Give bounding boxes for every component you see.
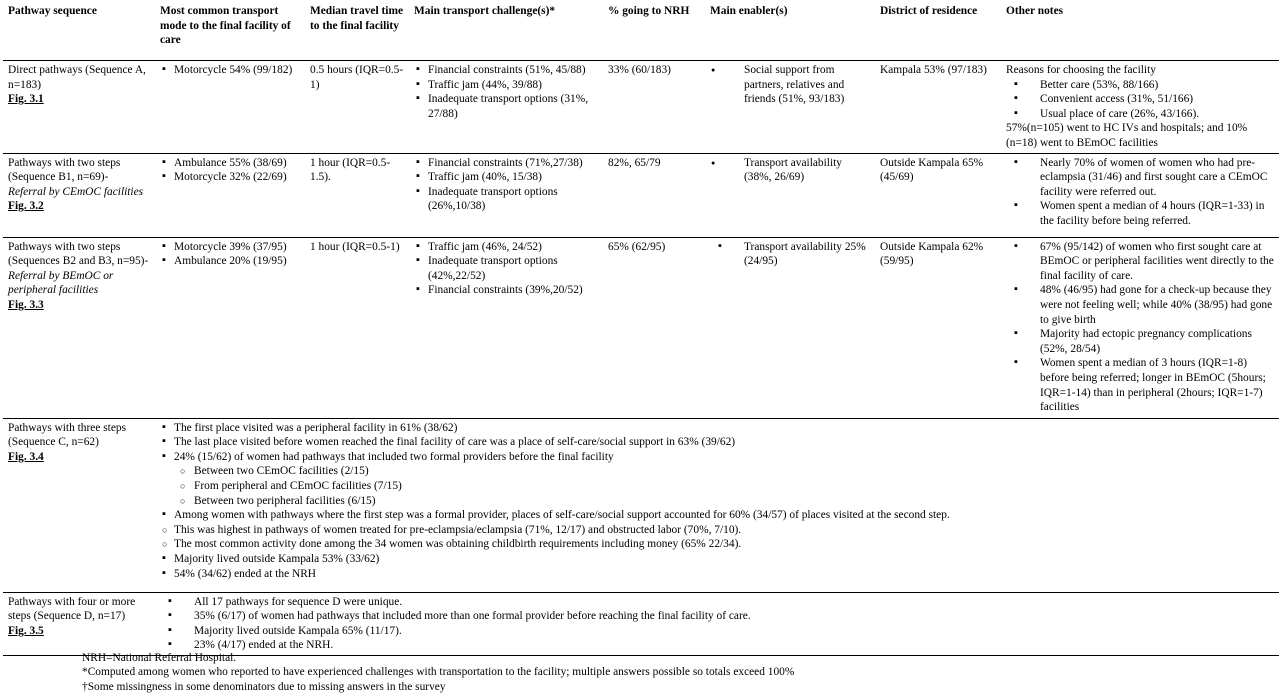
figure-link[interactable]: Fig. 3.2 [8,200,44,213]
sequence-text: Pathways with two steps (Sequence B1, n=69)- [8,156,121,184]
sequence-text: Direct pathways (Sequence A, n=183) [8,64,146,91]
list-item: ▪ Among women with pathways where the first step was a formal provider, places of self-care/social support accounted for 60% (34/57) of places visited at the second step. [160,508,1274,523]
list-item: ▪ Financial constraints (51%, 45/88) [414,63,598,78]
list-item: ▪ 35% (6/17) of women had pathways that included more than one formal provider before reaching the final facility of care. [160,609,1274,624]
notes-intro: Reasons for choosing the facility [1006,64,1156,76]
header-row [3,0,1279,61]
table-row [3,418,1279,592]
list-item: ▪ Motorcycle 54% (99/182) [160,63,300,78]
notes-cell [1001,61,1279,154]
header-cell: Median travel time to the final facility [305,0,409,61]
list-item: ▪ Women spent a median of 4 hours (IQR=1-33) in the facility before being referred. [1006,199,1274,228]
table-row [3,592,1279,655]
header-cell: Pathway sequence [3,0,155,61]
challenge-cell [409,237,603,418]
time-cell: 1 hour (IQR=0.5-1) [305,237,409,418]
list-item: ▪ 48% (46/95) had gone for a check-up because they were not feeling well; while 40% (38/95) had gone to give birth [1006,283,1274,327]
notes-tail: 57%(n=105) went to HC IVs and hospitals; and 10%(n=18) went to BEmOC facilities [1006,122,1248,149]
list-item: ▪ Transport availability 25% (24/95) [710,240,870,269]
sequence-cell [3,153,155,237]
sequence-text: Pathways with three steps (Sequence C, n=62) [8,421,126,449]
sequence-italic: Referral by CEmOC facilities [8,185,144,198]
header-cell: Other notes [1001,0,1279,61]
list-item: ● Social support from partners, relatives and friends (51%, 93/183) [710,63,870,107]
time-cell: 1 hour (IQR=0.5-1.5). [305,153,409,237]
mode-cell [155,153,305,237]
sequence-cell [3,237,155,418]
list-item: ▪ Convenient access (31%, 51/166) [1006,92,1274,107]
list-item: ▪ Inadequate transport options (26%,10/38) [414,185,598,214]
sequence-cell [3,61,155,154]
figure-link[interactable]: Fig. 3.3 [8,298,44,311]
header-cell: District of residence [875,0,1001,61]
enabler-cell [705,237,875,418]
list-item: ○ From peripheral and CEmOC facilities (7/15) [160,479,1274,494]
summary-cell [155,418,1279,592]
footnote: *Computed among women who reported to have experienced challenges with transportation to the facility; multiple answers possible so totals exceed 100% [82,666,795,679]
challenge-cell [409,153,603,237]
footnotes [82,651,794,694]
list-item: ▪ Financial constraints (71%,27/38) [414,156,598,171]
mode-cell [155,237,305,418]
list-item: ▪ The last place visited before women reached the final facility of care was a place of self-care/social support in 63% (39/62) [160,435,1274,450]
nrh-cell: 65% (62/95) [603,237,705,418]
list-item: ○ This was highest in pathways of women treated for pre-eclampsia/eclampsia (71%, 12/17) and obstructed labor (70%, 7/10). [160,523,1274,538]
list-item: ▪ Financial constraints (39%,20/52) [414,283,598,298]
mode-cell [155,61,305,154]
notes-cell [1001,153,1279,237]
header-cell: Main enabler(s) [705,0,875,61]
list-item: ○ Between two peripheral facilities (6/15) [160,494,1274,509]
list-item: ▪ Usual place of care (26%, 43/166). [1006,107,1274,122]
list-item: ▪ 54% (34/62) ended at the NRH [160,567,1274,582]
district-cell: Outside Kampala 65% (45/69) [875,153,1001,237]
header-cell: % going to NRH [603,0,705,61]
list-item: ▪ 24% (15/62) of women had pathways that included two formal providers before the final facility [160,450,1274,465]
list-item: ● Transport availability (38%, 26/69) [710,156,870,185]
enabler-cell [705,61,875,154]
list-item: ▪ Majority lived outside Kampala 53% (33/62) [160,552,1274,567]
list-item: ▪ 67% (95/142) of women who first sought care at BEmOC or peripheral facilities went directly to the final facility of care. [1006,240,1274,284]
figure-link[interactable]: Fig. 3.5 [8,624,44,637]
enabler-cell [705,153,875,237]
pathway-table [3,0,1279,656]
sequence-cell [3,592,155,655]
header-cell: Main transport challenge(s)* [409,0,603,61]
list-item: ▪ Nearly 70% of women of women who had pre-eclampsia (31/46) and first sought care a CEmOC facility were referred out. [1006,156,1274,200]
summary-cell [155,592,1279,655]
list-item: ▪ Motorcycle 32% (22/69) [160,170,300,185]
table-row [3,61,1279,154]
sequence-text: Pathways with two steps (Sequences B2 and B3, n=95)- [8,240,149,268]
sequence-italic: Referral by BEmOC or peripheral facilities [8,269,114,297]
list-item: ▪ The first place visited was a peripheral facility in 61% (38/62) [160,421,1274,436]
list-item: ○ Between two CEmOC facilities (2/15) [160,464,1274,479]
time-cell: 0.5 hours (IQR=0.5-1) [305,61,409,154]
list-item: ▪ Majority lived outside Kampala 65% (11/17). [160,624,1274,639]
sequence-cell [3,418,155,592]
list-item: ▪ Better care (53%, 88/166) [1006,78,1274,93]
footnote: †Some missingness in some denominators due to missing answers in the survey [82,680,446,693]
nrh-cell: 82%, 65/79 [603,153,705,237]
figure-link[interactable]: Fig. 3.1 [8,93,44,106]
list-item: ▪ Majority had ectopic pregnancy complications (52%, 28/54) [1006,327,1274,356]
list-item: ▪ Traffic jam (40%, 15/38) [414,170,598,185]
list-item: ▪ Women spent a median of 3 hours (IQR=1-8) before being referred; longer in BEmOC (5hours; IQR=1-14) than in peripheral (2hours; IQR=1-7) facilities [1006,356,1274,414]
footnote: NRH=National Referral Hospital. [82,652,237,664]
list-item: ▪ All 17 pathways for sequence D were unique. [160,595,1274,610]
figure-link[interactable]: Fig. 3.4 [8,450,44,463]
list-item: ▪ Ambulance 55% (38/69) [160,156,300,171]
list-item: ▪ Motorcycle 39% (37/95) [160,240,300,255]
table-row [3,237,1279,418]
sequence-text: Pathways with four or more steps (Sequence D, n=17) [8,595,136,623]
challenge-cell [409,61,603,154]
list-item: ▪ 23% (4/17) ended at the NRH. [160,638,1274,653]
notes-cell [1001,237,1279,418]
list-item: ○ The most common activity done among the 34 women was obtaining childbirth requirements including money (65% 22/34). [160,537,1274,552]
list-item: ▪ Traffic jam (44%, 39/88) [414,78,598,93]
district-cell: Outside Kampala 62% (59/95) [875,237,1001,418]
header-cell: Most common transport mode to the final facility of care [155,0,305,61]
district-cell: Kampala 53% (97/183) [875,61,1001,154]
list-item: ▪ Traffic jam (46%, 24/52) [414,240,598,255]
list-item: ▪ Ambulance 20% (19/95) [160,254,300,269]
list-item: ▪ Inadequate transport options (31%, 27/88) [414,92,598,121]
nrh-cell: 33% (60/183) [603,61,705,154]
table-row [3,153,1279,237]
list-item: ▪ Inadequate transport options (42%,22/52) [414,254,598,283]
